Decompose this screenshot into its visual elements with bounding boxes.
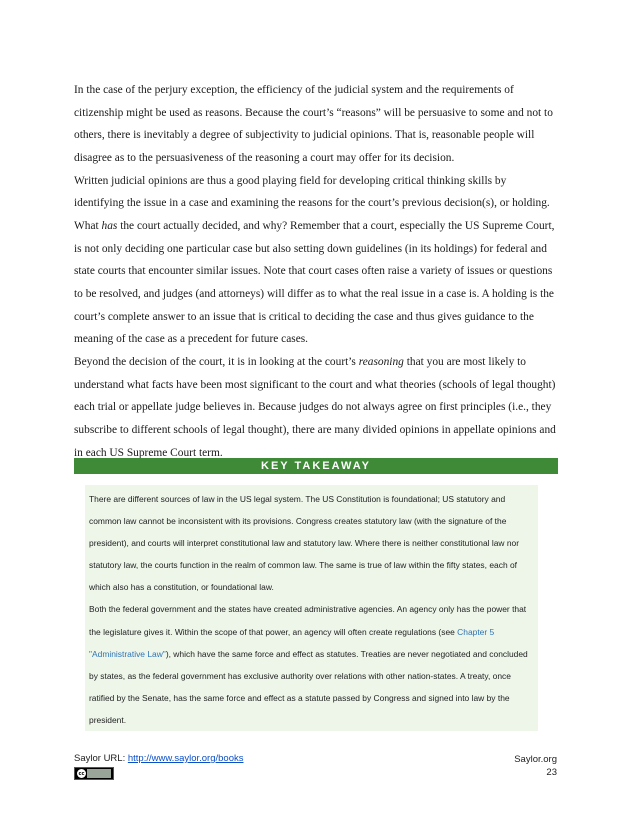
license-terms-icon	[87, 769, 111, 778]
footer-source	[74, 753, 244, 764]
takeaway-paragraph-sources: There are different sources of law in the US legal system. The US Constitution is foundational; US statutory and common law cannot be inconsistent with its provisions. Congress creates statutory law (with the signature of the president), and courts will interpret constitutional law and statutory law. Where there is neither constitutional law nor statutory law, the courts function in the realm of common law. The same is true of law within the fifty states, each of which also has a constitution, or foundational law.	[89, 494, 520, 593]
text-run: ), which have the same force and effect as statutes. Treaties are never negotiated and concluded by states, as the federal government has exclusive authority over relations with other nation-states. A treaty, once ratified by the Senate, has the same force and effect as a statute passed by Congress and signed into law by the president.	[89, 648, 528, 725]
chapter-5-link[interactable]: Chapter 5 "Administrative Law"	[89, 626, 495, 659]
key-takeaway-heading: KEY TAKEAWAY	[74, 458, 558, 474]
saylor-url-link[interactable]: http://www.saylor.org/books	[127, 753, 244, 764]
paragraph-opinions: Written judicial opinions are thus a good playing field for developing critical thinking skills by identifying the issue in a case and examining the reasons for the court’s previous decision(s), or holding.	[74, 174, 550, 210]
page-number: 23	[546, 767, 557, 778]
cc-license-icon[interactable]	[74, 767, 114, 780]
cc-circle-icon: cc	[78, 770, 85, 777]
text-run: Both the federal government and the states have created administrative agencies. An agency only has the power that the legislature gives it. Within the scope of that power, an agency will often create regulations (see	[89, 604, 527, 637]
footer-site	[514, 753, 557, 779]
text-run: Beyond the decision of the court, it is in looking at the court’s	[74, 355, 359, 368]
key-takeaway-box	[85, 485, 538, 731]
saylor-url-label: Saylor URL:	[74, 753, 128, 764]
takeaway-paragraph-agencies	[89, 598, 538, 731]
site-name: Saylor.org	[514, 754, 557, 765]
paragraph-reasoning	[74, 351, 558, 464]
emphasis-has: has	[101, 219, 118, 232]
text-run: What	[74, 219, 102, 232]
paragraph-holdings	[74, 215, 558, 351]
body-text	[74, 79, 558, 464]
text-run: the court actually decided, and why? Remember that a court, especially the US Supreme Court, is not only deciding one particular case but also setting down guidelines (in its holdings) for federal and state courts that encounter similar issues. Note that court cases often raise a variety of issues or questions to be resolved, and judges (and attorneys) will differ as to what the real issue in a case is. A holding is the court’s complete answer to an issue that is critical to deciding the case and thus gives guidance to the meaning of the case as a precedent for future cases.	[74, 219, 555, 346]
text-run: that you are most likely to understand what facts have been most significant to the court and what theories (schools of legal thought) each trial or appellate judge believes in. Because judges do not always agree on first principles (i.e., they subscribe to different schools of legal thought), there are many divided opinions in appellate opinions and in each US Supreme Court term.	[74, 355, 556, 459]
paragraph-perjury: In the case of the perjury exception, the efficiency of the judicial system and the requirements of citizenship might be used as reasons. Because the court’s “reasons” will be persuasive to some and not to others, there is inevitably a degree of subjectivity to judicial opinions. That is, reasonable people will disagree as to the persuasiveness of the reasoning a court may offer for its decision.	[74, 84, 553, 164]
emphasis-reasoning: reasoning	[358, 355, 404, 368]
